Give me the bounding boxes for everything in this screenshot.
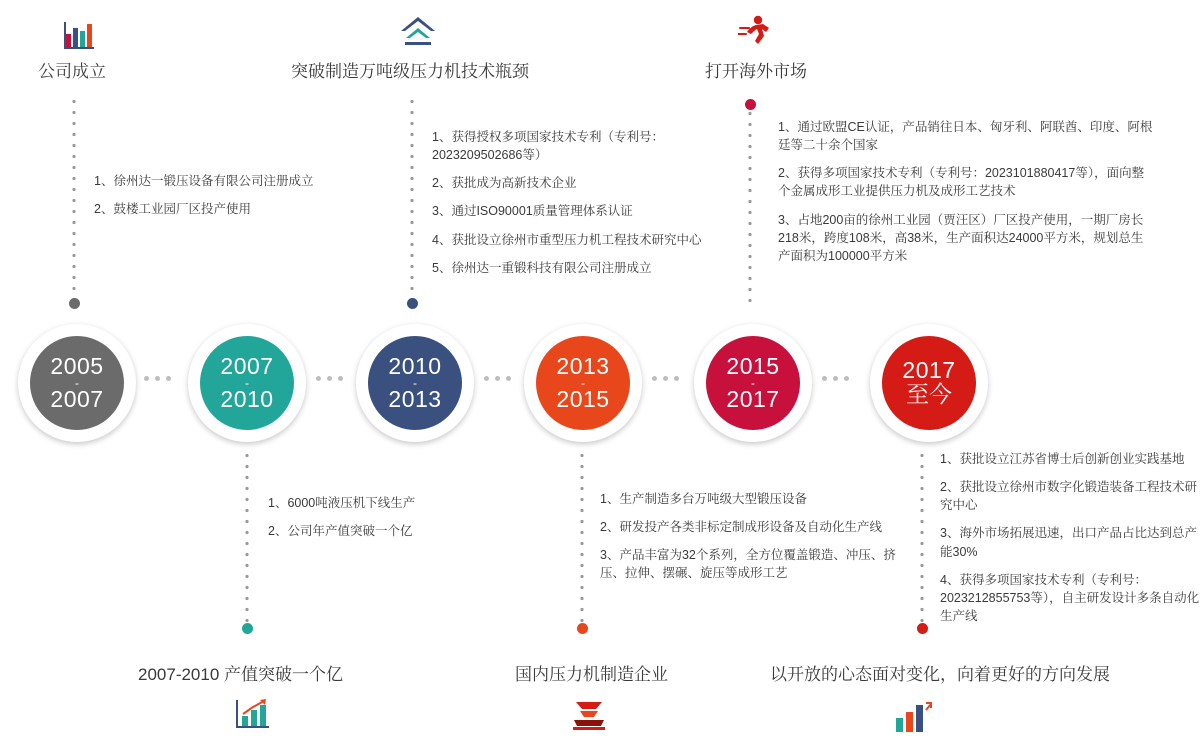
bottom-block-3-line-3: 3、海外市场拓展迅速，出口产品占比达到总产能30% (940, 526, 1197, 559)
bottom-block-3-line-2: 2、获批设立徐州市数字化锻造装备工程技术研究中心 (940, 480, 1197, 513)
top-block-2-line-4: 4、获批设立徐州市重型压力机工程技术研究中心 (432, 232, 702, 247)
top-block-2 (432, 128, 750, 277)
node-3-dash: - (413, 375, 417, 390)
timeline-node-2010-2013[interactable] (356, 324, 474, 442)
bottom-title-2: 国内压力机制造企业 (515, 665, 668, 684)
bottom-block-2-line-2: 2、研发投产各类非标定制成形设备及自动化生产线 (600, 520, 882, 535)
bottom-block-1-line-1: 1、6000吨液压机下线生产 (268, 496, 416, 510)
factory-roof-icon (398, 14, 438, 50)
leader-cap-bottom-3 (917, 623, 928, 634)
bar-chart-icon (62, 20, 98, 52)
leader-line-bottom-3 (920, 450, 924, 625)
top-block-1-line-2: 2、鼓楼工业园厂区投产使用 (94, 202, 251, 217)
bottom-block-2 (600, 490, 910, 583)
node-2-year-start: 2007 (220, 352, 274, 379)
node-connector-3 (484, 376, 511, 381)
node-connector-2 (316, 376, 343, 381)
node-4-dash: - (581, 375, 585, 390)
bottom-block-2-line-1: 1、生产制造多台万吨级大型锻压设备 (600, 492, 807, 506)
top-block-3-line-2: 2、获得多项国家技术专利（专利号：2023101880417等），面向整个金属成形工业提供压力机及成形工艺技术 (778, 166, 1145, 199)
node-connector-1 (144, 376, 171, 381)
top-title-3: 打开海外市场 (705, 62, 807, 81)
bottom-block-2-line-3: 3、产品丰富为32个系列，全方位覆盖锻造、冲压、挤压、拉伸、摆碾、旋压等成形工艺 (600, 548, 896, 581)
timeline-node-2017-now[interactable] (870, 324, 988, 442)
timeline-node-2007-2010[interactable] (188, 324, 306, 442)
node-6-year-end: 至今 (906, 381, 952, 407)
bottom-block-3-line-4: 4、获得多项国家技术专利（专利号：2023212855753等），自主研发设计多条自动化生产线 (940, 572, 1200, 623)
node-3-year-start: 2010 (388, 352, 442, 379)
leader-line-bottom-1 (245, 450, 249, 625)
top-block-2-line-5: 5、徐州达一重锻科技有限公司注册成立 (432, 260, 652, 275)
bar-growth-icon (892, 700, 934, 734)
growth-chart-icon (233, 696, 275, 734)
node-2-year-end: 2010 (220, 385, 274, 412)
top-block-2-line-2: 2、获批成为高新技术企业 (432, 176, 577, 191)
leader-cap-bottom-2 (577, 623, 588, 634)
bottom-block-1 (268, 494, 508, 540)
top-block-1 (94, 172, 344, 218)
node-4-year-end: 2015 (556, 385, 610, 412)
top-title-1: 公司成立 (38, 62, 106, 81)
press-machine-icon (568, 696, 610, 734)
bottom-block-3-line-1: 1、获批设立江苏省博士后创新创业实践基地 (940, 452, 1185, 466)
node-6-year-start: 2017 (902, 357, 956, 384)
leader-line-top-2 (410, 96, 414, 304)
node-1-year-start: 2005 (50, 352, 104, 379)
top-block-3 (778, 118, 1154, 265)
node-1-year-end: 2007 (50, 385, 104, 412)
timeline-node-2005-2007[interactable] (18, 324, 136, 442)
leader-line-bottom-2 (580, 450, 584, 625)
top-block-1-line-1: 1、徐州达一锻压设备有限公司注册成立 (94, 174, 314, 188)
bottom-title-3: 以开放的心态面对变化，向着更好的方向发展 (770, 665, 1110, 684)
top-block-3-line-1: 1、通过欧盟CE认证，产品销往日本、匈牙利、阿联酋、印度、阿根廷等二十余个国家 (778, 120, 1153, 153)
node-5-year-end: 2017 (726, 385, 780, 412)
node-2-dash: - (245, 375, 249, 390)
runner-icon (738, 14, 772, 50)
top-block-3-line-3: 3、占地200亩的徐州工业园（贾汪区）厂区投产使用，一期厂房长218米，跨度108米，高38米，生产面积达24000平方米，规划总生产面积为100000平方米 (778, 212, 1144, 263)
leader-cap-top-2 (407, 298, 418, 309)
node-connector-4 (652, 376, 679, 381)
leader-cap-bottom-1 (242, 623, 253, 634)
bottom-title-1: 2007-2010 产值突破一个亿 (138, 665, 344, 684)
node-3-year-end: 2013 (388, 385, 442, 412)
bottom-block-1-line-2: 2、公司年产值突破一个亿 (268, 524, 413, 539)
leader-line-top-1 (72, 96, 76, 304)
top-title-2: 突破制造万吨级压力机技术瓶颈 (291, 62, 529, 81)
leader-cap-top-1 (69, 298, 80, 309)
top-block-2-line-1: 1、获得授权多项国家技术专利（专利号：2023209502686等） (432, 130, 664, 163)
leader-cap-top-3 (745, 99, 756, 110)
node-connector-5 (822, 376, 849, 381)
timeline-node-2015-2017[interactable] (694, 324, 812, 442)
node-5-dash: - (751, 375, 755, 390)
node-4-year-start: 2013 (556, 352, 610, 379)
node-5-year-start: 2015 (726, 352, 780, 379)
node-1-dash: - (75, 375, 79, 390)
bottom-block-3 (940, 450, 1200, 625)
timeline-node-2013-2015[interactable] (524, 324, 642, 442)
top-block-2-line-3: 3、通过ISO90001质量管理体系认证 (432, 204, 633, 219)
